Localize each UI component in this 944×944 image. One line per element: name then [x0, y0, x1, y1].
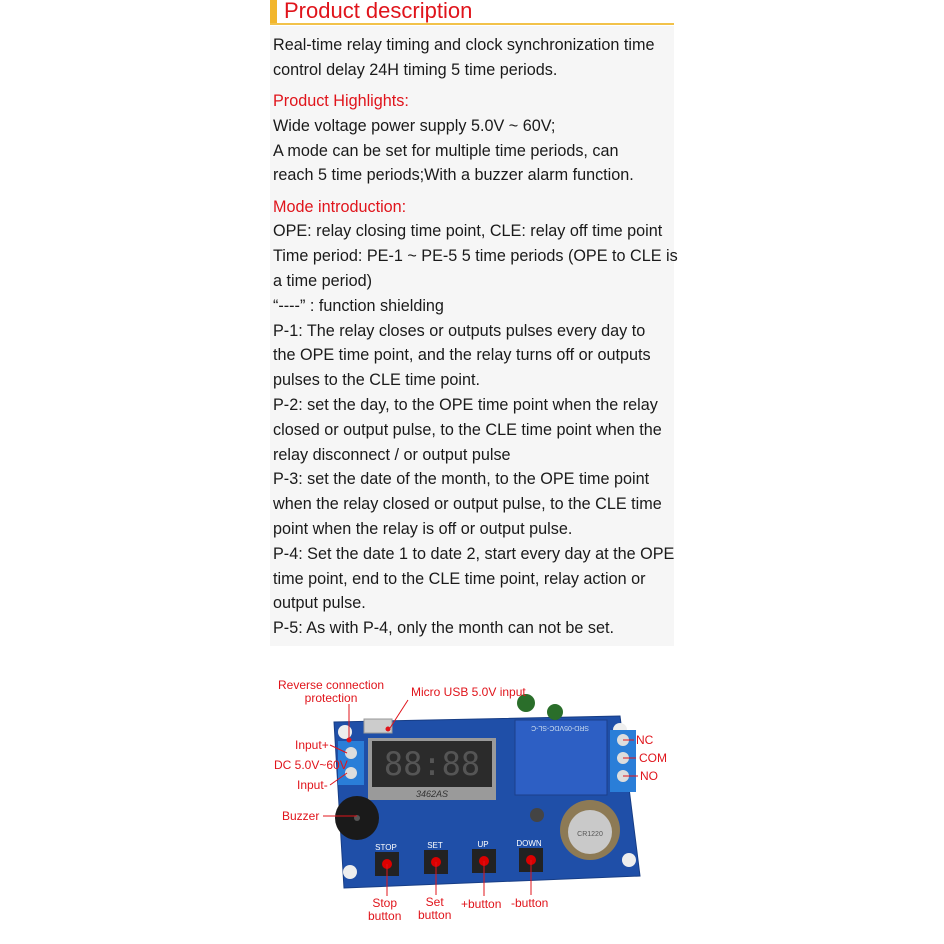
battery-label: CR1220 [577, 831, 603, 838]
label-reverse-protection [278, 679, 384, 705]
mode-line: P-5: As with P-4, only the month can not be set. [273, 619, 615, 638]
highlight-line: reach 5 time periods;With a buzzer alarm function. [273, 166, 634, 185]
label-stop-button [368, 897, 401, 923]
label-line: button [418, 908, 452, 922]
label-line: Reverse connection [278, 678, 385, 692]
label-nc: NC [636, 733, 654, 747]
label-com: COM [639, 751, 667, 765]
highlight-line: A mode can be set for multiple time periods, can [273, 141, 619, 160]
mode-line: P-4: Set the date 1 to date 2, start every day at the OPE [273, 544, 675, 563]
label-line: Stop [372, 896, 398, 910]
intro-line: Real-time relay timing and clock synchronization time [273, 36, 655, 54]
mode-line: when the relay closed or output pulse, to the CLE time [273, 495, 662, 514]
mode-line: point when the relay is off or output pulse. [273, 519, 573, 538]
label-buzzer: Buzzer [282, 809, 320, 823]
mode-line: P-1: The relay closes or outputs pulses every day to [273, 321, 646, 340]
down-silk: DOWN [516, 839, 542, 848]
label-input-plus: Input+ [295, 738, 329, 752]
mode-line: output pulse. [273, 594, 366, 613]
mode-line: a time period) [273, 271, 372, 290]
up-silk: UP [477, 840, 489, 849]
label-line: protection [304, 691, 358, 705]
mode-line: time point, end to the CLE time point, relay action or [273, 569, 646, 588]
label-line: button [368, 909, 402, 923]
label-no: NO [640, 769, 658, 783]
relay-model: SRD-05VDC-SL-C [531, 724, 589, 731]
highlight-line: Wide voltage power supply 5.0V ~ 60V; [273, 116, 556, 135]
label-minus-button: -button [511, 896, 549, 910]
mode-line: relay disconnect / or output pulse [273, 445, 511, 464]
mode-line: the OPE time point, and the relay turns off or outputs [273, 346, 651, 365]
mode-line: P-3: set the date of the month, to the OPE time point [273, 470, 650, 489]
mode-line: OPE: relay closing time point, CLE: relay off time point [273, 222, 663, 241]
label-dc-voltage: DC 5.0V~60V [274, 758, 348, 772]
mode-line: “----” : function shielding [273, 296, 444, 315]
label-set-button [418, 896, 451, 922]
intro-line: control delay 24H timing 5 time periods. [273, 60, 558, 79]
mode-line: Time period: PE-1 ~ PE-5 5 time periods (OPE to CLE is [273, 247, 678, 266]
relay [515, 720, 607, 795]
label-line: Set [425, 895, 444, 909]
terminal-block-relay [610, 730, 636, 792]
display-model: 3462AS [415, 789, 449, 799]
display-digits: 88:88 [383, 745, 481, 783]
page-title: Product description [284, 0, 473, 23]
label-plus-button: +button [461, 897, 502, 911]
mode-line: P-2: set the day, to the OPE time point when the relay [273, 395, 658, 414]
mode-line: closed or output pulse, to the CLE time point when the [273, 420, 662, 439]
coin-battery [560, 800, 620, 860]
mode-heading: Mode introduction: [273, 197, 407, 216]
stop-silk: STOP [375, 843, 397, 852]
mode-line: pulses to the CLE time point. [273, 371, 480, 390]
label-usb: Micro USB 5.0V input [411, 685, 526, 699]
highlights-heading: Product Highlights: [273, 91, 409, 110]
label-input-minus: Input- [297, 778, 328, 792]
buzzer [335, 796, 379, 840]
seven-segment-display [368, 738, 496, 800]
set-silk: SET [427, 841, 443, 850]
